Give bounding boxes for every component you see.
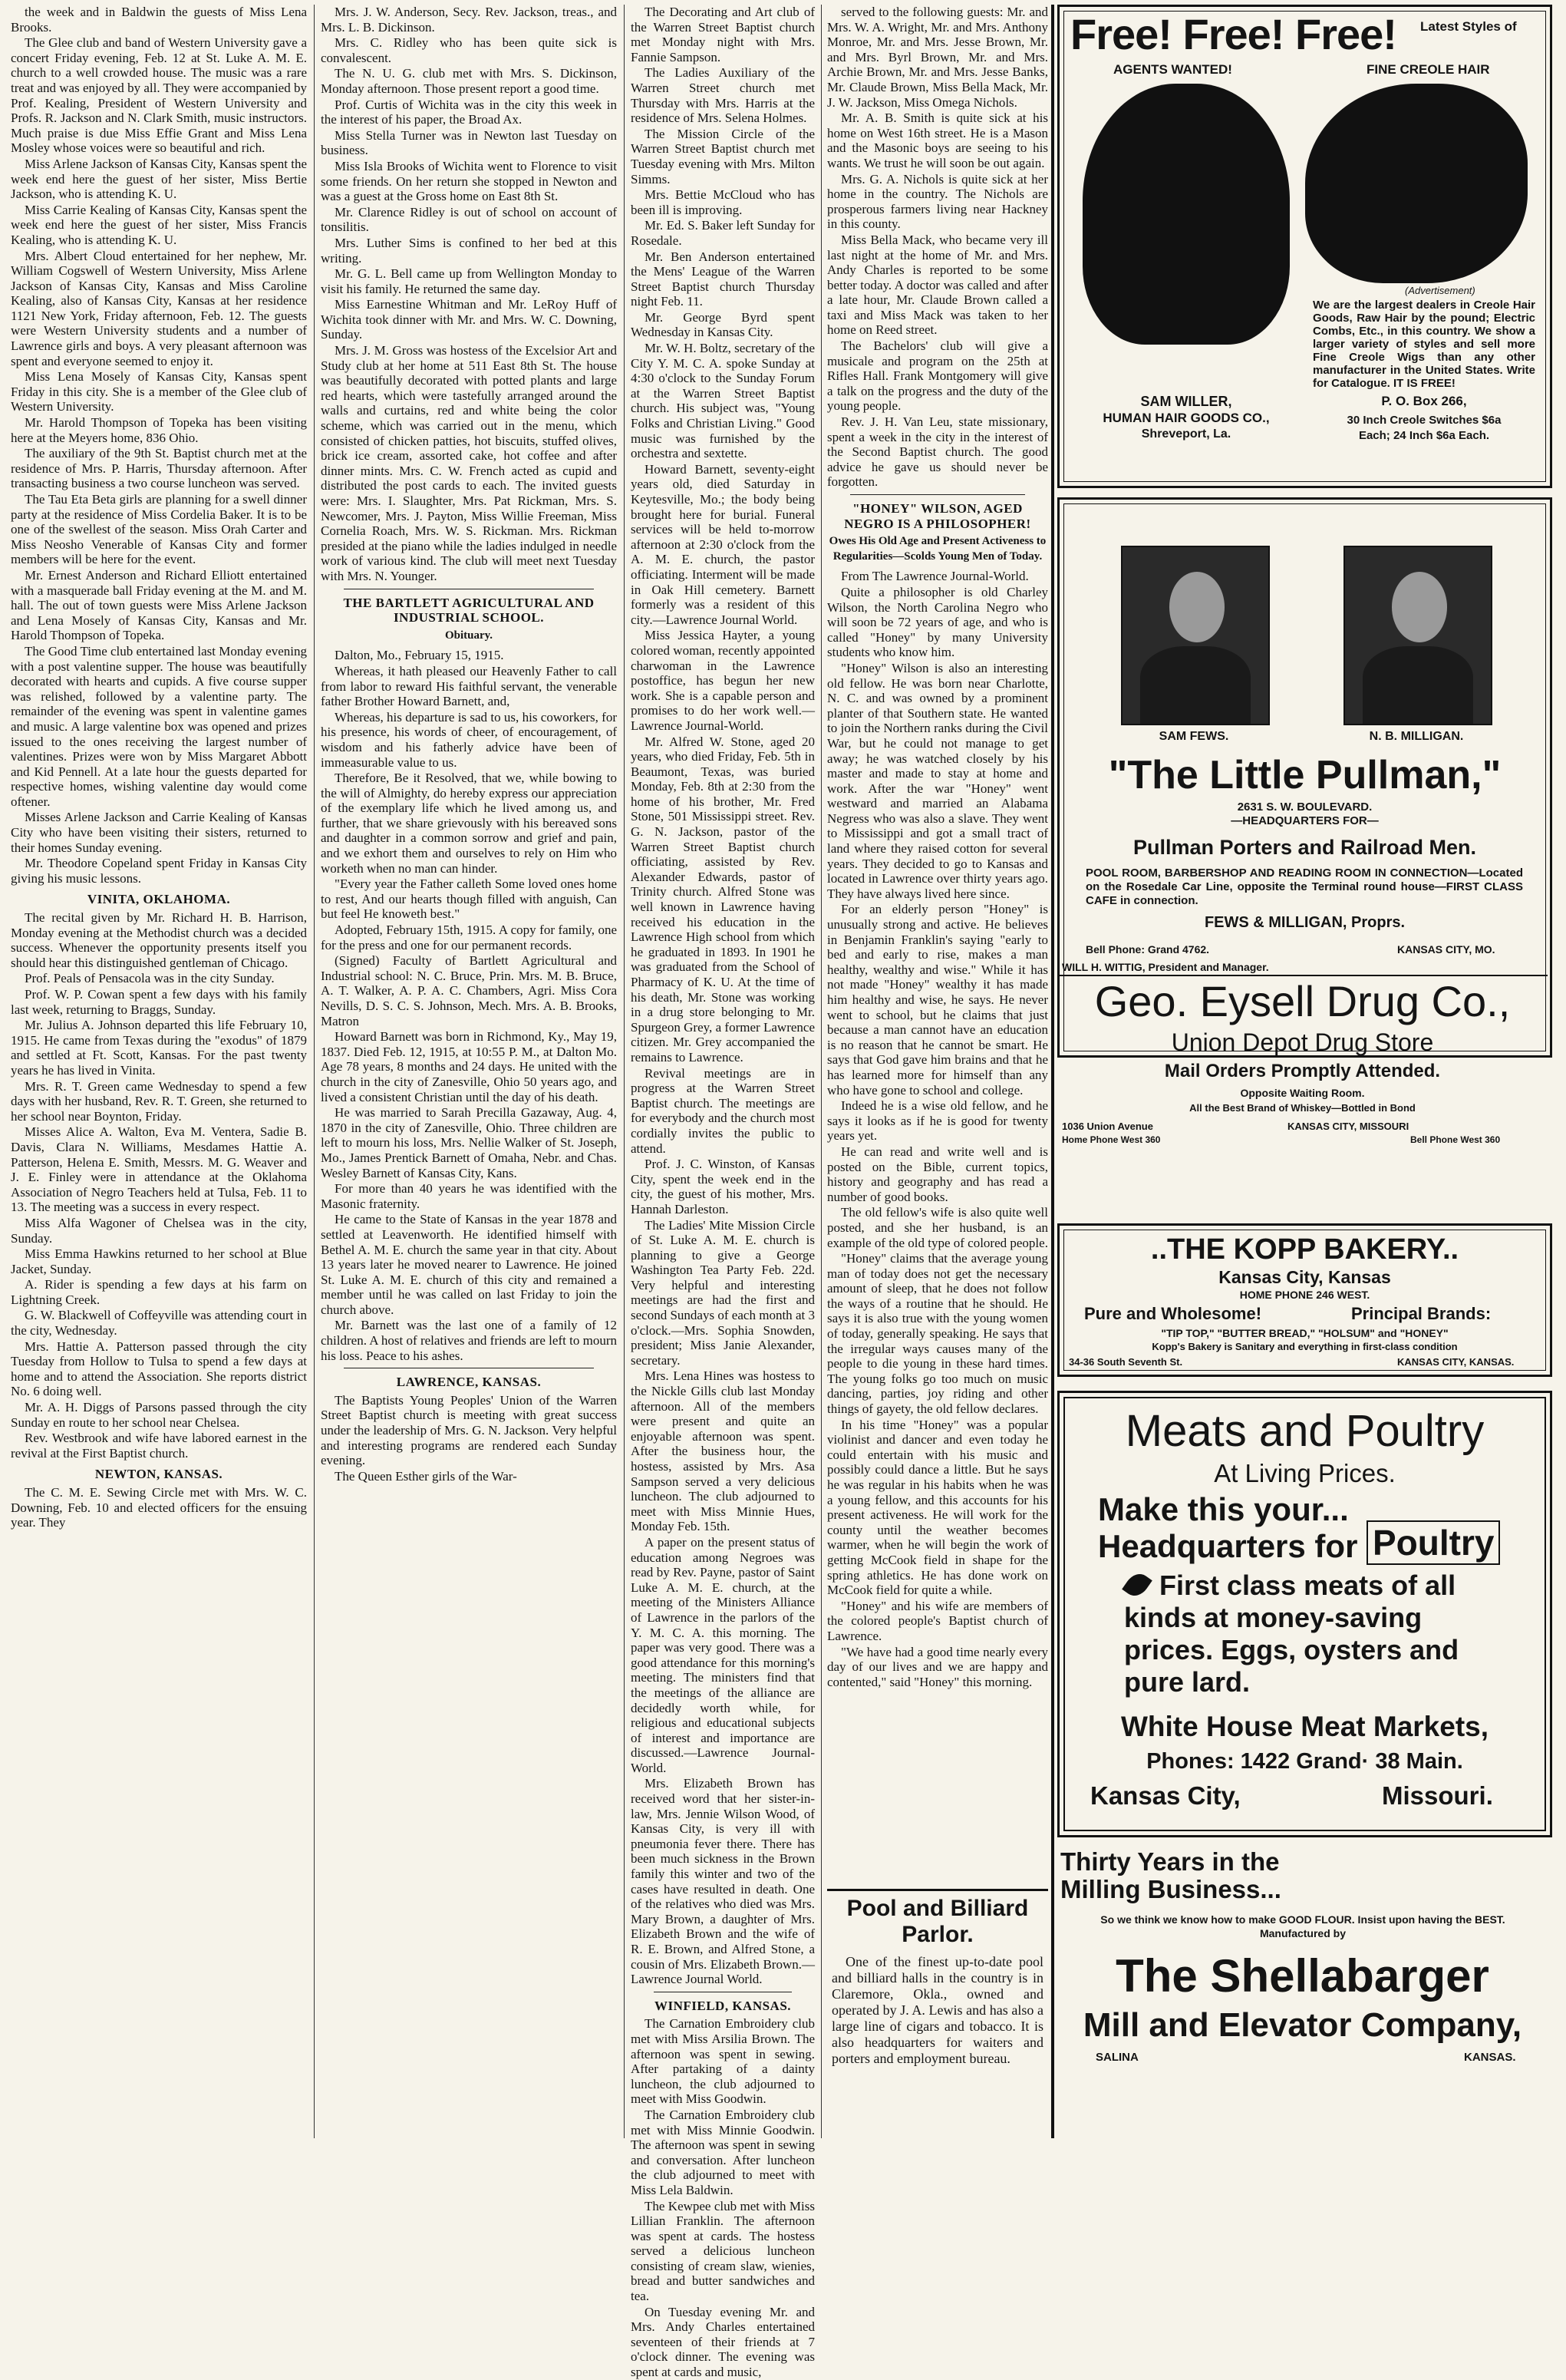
- sam-willer-name: SAM WILLER,: [1140, 394, 1232, 409]
- article-paragraph: Mr. Alfred W. Stone, aged 20 years, who died Friday, Feb. 5th in Beaumont, Texas, was buried Monday, Feb. 8th at 2:30 from the home of his brother, Mr. Fred Stone, 501 Mississippi street. Rev. G. N. Jackson, pastor of the Warren Street Baptist church officiating, assisted by Rev. Alexander Edwards, pastor of Trinity church. Alfred Stone was well known in Lawrence having received his education in the Lawrence High school from which he graduated in 1893. In 1901 he was graduated from the School of Pharmacy of K. U. At the time of his death, Mr. Stone was working in a drug store belonging to Mr. Spurgeon Grey, a former Lawrence citizen. Mr. Grey accompanied the remains to Lawrence.: [631, 734, 815, 1065]
- article-paragraph: He came to the State of Kansas in the year 1878 and settled at Leavenworth. He identified himself with Bethel A. M. E. church the same year in that city. About 13 years later he moved nearer to Lawrence. He joined St. Luke A. M. E. church of this city and remained a member until he was called on last Friday to join the church above.: [321, 1212, 617, 1317]
- heading-lawrence: LAWRENCE, KANSAS.: [396, 1375, 542, 1390]
- article-paragraph: "Every year the Father calleth Some loved ones home to rest, And our hearts though filled with anguish, Can but feel He knoweth best.": [321, 876, 617, 922]
- meats-make: Make this your...: [1098, 1491, 1349, 1527]
- article-paragraph: The Decorating and Art club of the Warren Street Baptist church met Monday night with Mrs. Fannie Sampson.: [631, 5, 815, 64]
- article-paragraph: G. W. Blackwell of Coffeyville was attending court in the city, Wednesday.: [11, 1308, 307, 1339]
- article-paragraph: Mr. Ed. S. Baker left Sunday for Rosedale.: [631, 218, 815, 248]
- heading-newton: NEWTON, KANSAS.: [94, 1467, 223, 1482]
- column-1: [11, 5, 307, 2138]
- ad-column-rule: [1051, 5, 1054, 2138]
- eysell-home-phone: Home Phone West 360: [1062, 1134, 1161, 1145]
- article-paragraph: Mr. Barnett was the last one of a family of 12 children. A host of relatives and friends are left to mourn his loss. Peace to his ashes.: [321, 1318, 617, 1363]
- article-paragraph: Rev. J. H. Van Leu, state missionary, spent a week in the city in the interest of the Second Baptist church. The good advice he gave us should never be forgotten.: [827, 414, 1048, 490]
- free-headline: Free! Free! Free!: [1070, 10, 1396, 58]
- shell-head-2: Milling Business...: [1060, 1875, 1281, 1903]
- kopp-pure: Pure and Wholesome!: [1084, 1304, 1262, 1323]
- article-paragraph: The Ladies' Mite Mission Circle of St. Luke A. M. E. church is planning to give a George Washington Tea Party Feb. 22d. Very helpful and interesting meetings are had the first and second Sundays of each month at 3 o'clock.—Mrs. Sophia Snowden, president; Miss Janie Alexander, secretary.: [631, 1217, 815, 1368]
- article-paragraph: The Bachelors' club will give a musicale and program on the 25th at Rifles Hall. Frank Montgomery will give a talk on the progress and the duty of the young people.: [827, 338, 1048, 414]
- article-paragraph: The Baptists Young Peoples' Union of the Warren Street Baptist church is meeting with great success under the leadership of Mrs. G. N. Jackson. Very helpful and interesting programs are rendered each Sunday evening.: [321, 1392, 617, 1468]
- article-paragraph: Mr. Julius A. Johnson departed this life February 10, 1915. He came from Texas during the "exodus" of 1879 and settled at Ft. Scott, Kansas. For the past twenty years he has lived in Vinita.: [11, 1018, 307, 1078]
- article-paragraph: Miss Emma Hawkins returned to her school at Blue Jacket, Sunday.: [11, 1246, 307, 1276]
- article-paragraph: A. Rider is spending a few days at his farm on Lightning Creek.: [11, 1277, 307, 1307]
- meats-line-2: kinds at money-saving: [1124, 1602, 1423, 1633]
- kopp-brands-label: Principal Brands:: [1351, 1304, 1492, 1323]
- meats-line-4: pure lard.: [1124, 1666, 1251, 1698]
- article-paragraph: The recital given by Mr. Richard H. B. Harrison, Monday evening at the Methodist church was a decided success. Whenever the opportunity presents itself you should hear this distinguished gentleman of Chicago.: [11, 910, 307, 970]
- heading-honey-wilson: "HONEY" WILSON, AGED NEGRO IS A PHILOSOPHER!: [844, 501, 1031, 531]
- article-paragraph: (Signed) Faculty of Bartlett Agricultural and Industrial school: N. C. Bruce, Prin. Mrs. M. B. Bruce, A. T. Walker, A. P. A. C. Chambers, Agri. Miss Cora Nevills, D. S. C. S. Johnson, Mech. Mrs. A. B. Brooks, Matron: [321, 953, 617, 1028]
- wig-illustration-right: [1305, 84, 1528, 283]
- eysell-mail: Mail Orders Promptly Attended.: [1164, 1061, 1441, 1081]
- article-paragraph: On Tuesday evening Mr. and Mrs. Andy Charles entertained seventeen of their friends at 7 o'clock dinner. The evening was spent at cards and music,: [631, 2304, 815, 2380]
- column-rule: [624, 5, 625, 2138]
- shell-salina: SALINA: [1096, 2051, 1139, 2064]
- shellabarger-ad: [1057, 1844, 1552, 2138]
- sam-willer-ad: [1057, 5, 1552, 488]
- article-paragraph: Miss Arlene Jackson of Kansas City, Kansas spent the week end here the guest of her sister, Miss Bertie Jackson, who is attending K. U.: [11, 156, 307, 202]
- willer-box: P. O. Box 266,: [1381, 394, 1467, 408]
- article-paragraph: Miss Carrie Kealing of Kansas City, Kansas spent the week end here the guest of her sister, Miss Francis Kealing, who is attending K. U.: [11, 202, 307, 247]
- newspaper-page: [11, 5, 1555, 2380]
- switch-price-1: 30 Inch Creole Switches $6a: [1347, 414, 1502, 427]
- eysell-city: KANSAS CITY, MISSOURI: [1287, 1121, 1409, 1132]
- article-paragraph: "Honey" and his wife are members of the colored people's Baptist church of Lawrence.: [827, 1598, 1048, 1643]
- article-paragraph: A paper on the present status of education among Negroes was read by Rev. Payne, pastor of Saint Luke A. M. E. church, at the meeting of the Ministers Alliance of Lawrence in the parlors of the Y. M. C. A. this morning. The paper was very good. There was a good attendance for this morning's meeting. The ministers find that the meetings of the alliance are decidedly worth while, for religious and educational subjects of interest and importance are discussed.—Lawrence Journal-World.: [631, 1534, 815, 1775]
- eysell-title: Geo. Eysell Drug Co.,: [1094, 977, 1511, 1025]
- article-paragraph: Miss Isla Brooks of Wichita went to Florence to visit some friends. On her return she stopped in Newton and was a guest at the Gross home on East 8th St.: [321, 158, 617, 204]
- article-paragraph: The old fellow's wife is also quite well posted, and she her husband, is an example of the old type of colored people.: [827, 1205, 1048, 1250]
- article-paragraph: Miss Stella Turner was in Newton last Tuesday on business.: [321, 127, 617, 158]
- ad-caption: (Advertisement): [1405, 285, 1475, 296]
- article-paragraph: served to the following guests: Mr. and Mrs. W. A. Wright, Mr. and Mrs. Anthony Monroe, Mr. and Mrs. Jesse Brown, Mr. and Mrs. Byrl Brown, Mr. and Mrs. Archie Brown, Mr. and Mrs. Jesse Banks, Mr. Claude Brown, Miss Bella Mack, Mr. J. W. Jackson, Miss Omega Nichols.: [827, 5, 1048, 110]
- meats-line-3: prices. Eggs, oysters and: [1124, 1634, 1459, 1665]
- article-paragraph: Whereas, it hath pleased our Heavenly Father to call from labor to reward His faithful servant, the venerable father Brother Howard Barnett, and,: [321, 663, 617, 709]
- article-paragraph: Prof. J. C. Winston, of Kansas City, spent the week end in the city, the guest of his mother, Mrs. Hannah Darleston.: [631, 1157, 815, 1216]
- article-paragraph: The Glee club and band of Western University gave a concert Friday evening, Feb. 12 at St. Luke A. M. E. church to a well crowded house. The music was a rare treat and was enjoyed by all. They were accompanied by Prof. Kealing, President of Western University and Profs. R. Jackson and N. Clark Smith, music instructors. Much praise is due Miss Effie Grant and Miss Lena Mosley whose voices were so beautiful and rich.: [11, 35, 307, 156]
- article-paragraph: Mr. A. B. Smith is quite sick at his home on West 16th street. He is a Mason and the Masonic boys are seeing to his wants. We trust he will soon be out again.: [827, 111, 1048, 170]
- article-paragraph: Miss Lena Mosely of Kansas City, Kansas spent Friday in this city. She is a member of the Glee club of Western University.: [11, 369, 307, 414]
- meats-headquarters: Headquarters for: [1098, 1528, 1358, 1564]
- article-paragraph: Mrs. J. M. Gross was hostess of the Excelsior Art and Study club at her home at 511 East 8th St. The house was beautifully decorated with potted plants and large red hearts, which were tastefully arranged around the walls and curtains, red and white being the color scheme, which was carried out in the menu, which consisted of chicken patties, hot biscuits, stuffed olives, brick ice cream, assorted cake, hot coffee and after dinner mints. Mrs. C. W. French acted as cupid and distributed the post cards to each. The invited guests were: Mrs. I. Slaughter, Mrs. Pat Rickman, Mrs. S. Newcomer, Mrs. J. Payton, Miss Willie Freeman, Miss Cornelia Roach, Mrs. W. S. Rickman. Mrs. Rickman presided at the piano while the ladies indulged in needle work of various kind. The club will meet next Tuesday with Mrs. N. Younger.: [321, 343, 617, 583]
- eysell-drug-ad: [1057, 956, 1552, 1216]
- eysell-whiskey: All the Best Brand of Whiskey—Bottled in Bond: [1189, 1102, 1416, 1114]
- pullman-proprietors: FEWS & MILLIGAN, Proprs.: [1204, 914, 1406, 931]
- willer-body: We are the largest dealers in Creole Hair Goods, Raw Hair by the pound; Electric Combs, Etc., in this country. We show a larger variety of styles and sell more Fine Creole Wigs than any other manufacturer in the United States. Write for Catalogue. IT IS FREE!: [1313, 299, 1535, 390]
- photo-caption-fews: SAM FEWS.: [1159, 730, 1229, 743]
- article-paragraph: Mrs. R. T. Green came Wednesday to spend a few days with her husband, Rev. R. T. Green, she returned to her school near Boynton, Friday.: [11, 1078, 307, 1124]
- article-paragraph: Mr. A. H. Diggs of Parsons passed through the city Sunday en route to her school near Chelsea.: [11, 1400, 307, 1430]
- meats-sub: At Living Prices.: [1214, 1459, 1396, 1487]
- column-4: [827, 5, 1048, 1883]
- article-paragraph: Prof. Curtis of Wichita was in the city this week in the interest of his paper, the Broad Ax.: [321, 97, 617, 127]
- article-paragraph: For an elderly person "Honey" is unusually strong and active. He believes in Benjamin Franklin's saying "early to bed and early to rise, makes a man healthy, wealthy and wise." While it has not made "Honey" wealthy it has made him healthy and wise, he says. He never went to school, but he claims that just because a man cannot have an education is no reason that he cannot be smart. He says that God gave him brains and that he has learned more for himself than any who have gone to school and college.: [827, 902, 1048, 1098]
- sam-fews-photo: [1121, 546, 1270, 725]
- switch-price-2: Each; 24 Inch $6a Each.: [1358, 429, 1490, 442]
- article-paragraph: The Tau Eta Beta girls are planning for a swell dinner party at the residence of Miss Cordelia Baker. It is to be one of the swellest of the season. Miss Orah Carter and Miss Neosho Venerable of Kansas City and former members will be here for the event.: [11, 492, 307, 567]
- article-paragraph: Mrs. Albert Cloud entertained for her nephew, Mr. William Cogswell of Western University, Miss Arlene Jackson of Kansas City, Kansas and Miss Caroline Kealing, also of Kansas City, Kansas at her residence 1121 New York, Friday afternoon, Feb. 12. The guests were Western University students and a number of Lawrence girls and boys. A very pleasant afternoon was spent and everyone seemed to enjoy it.: [11, 248, 307, 368]
- article-paragraph: Prof. Peals of Pensacola was in the city Sunday.: [25, 971, 275, 986]
- article-paragraph: Adopted, February 15th, 1915. A copy for family, one for the press and one for our permanent records.: [321, 923, 617, 952]
- willer-city: Shreveport, La.: [1141, 427, 1231, 441]
- article-paragraph: Quite a philosopher is old Charley Wilson, the North Carolina Negro who will soon be 72 years of age, and who is called "Honey" by many University students who know him.: [827, 584, 1048, 660]
- article-paragraph: The Kewpee club met with Miss Lillian Franklin. The afternoon was spent at cards. The hostess served a delicious luncheon consisting of cream slaw, wienies, bread and butter sandwiches and tea.: [631, 2198, 815, 2304]
- article-paragraph: "Honey" claims that the average young man of today does not get the necessary amount of sleep, that he does not follow the ways of a routine that he should. He says it is also true with the young women of today, generally speaking. He says that the irregular ways causes many of the people to die young in these hard times. The young folks go too much on music dancing, parties, joy riding and other things of gayety, the old fellow declares.: [827, 1251, 1048, 1417]
- article-paragraph: Misses Alice A. Walton, Eva M. Ventera, Sadie B. Davis, Clara N. Williams, Mesdames Hattie A. Patterson, Helena E. Smith, Messrs. M. G. Weaver and J. E. Finley were in attendance at the Oklahoma Association of Negro Teachers held at Tulsa, Feb. 11 to 13. The meeting was a success in every respect.: [11, 1124, 307, 1215]
- heading-winfield: WINFIELD, KANSAS.: [654, 1998, 792, 2013]
- creole-hair-label: FINE CREOLE HAIR: [1367, 62, 1490, 77]
- article-paragraph: He was married to Sarah Precilla Gazaway, Aug. 4, 1870 in the city of Zanesville, Ohio. Three children are left to mourn his loss, Mrs. Nellie Walker of St. Joseph, Mo., James Prentick Barnett of Omaha, Nebr. and Chas. Wesley Barnett of Kansas City, Kans.: [321, 1105, 617, 1180]
- article-paragraph: The C. M. E. Sewing Circle met with Mrs. W. C. Downing, Feb. 10 and elected officers for the ensuing year. They: [11, 1485, 307, 1530]
- shell-line: So we think we know how to make GOOD FLOUR. Insist upon having the BEST. Manufactured by: [1100, 1913, 1505, 1939]
- eysell-bell-phone: Bell Phone West 360: [1410, 1134, 1501, 1145]
- meats-poultry-box: Poultry: [1367, 1520, 1500, 1565]
- shell-head-1: Thirty Years in the: [1060, 1847, 1280, 1876]
- meats-market-name: White House Meat Markets,: [1120, 1711, 1489, 1742]
- shell-kansas: KANSAS.: [1464, 2051, 1516, 2064]
- little-pullman-title: "The Little Pullman,": [1108, 753, 1502, 797]
- column-rule: [314, 5, 315, 2138]
- article-paragraph: Mr. Ernest Anderson and Richard Elliott entertained with a masquerade ball Friday evening at the M. and M. hall. The out of town guests were Miss Arlene Jackson and Lena Mosely of Kansas City, Kansas and Mr. Harold Thompson of Topeka.: [11, 567, 307, 643]
- article-paragraph: Howard Barnett, seventy-eight years old, died Saturday in Keytesville, Mo.; the body being brought here for burial. Funeral services will be held to-morrow afternoon at 2:30 o'clock from the A. M. E. church, the pastor officiating. Interment will be made in Oak Hill cemetery. Barnett formerly was a resident of this city.—Lawrence Journal World.: [631, 461, 815, 627]
- article-paragraph: From The Lawrence Journal-World.: [841, 569, 1029, 584]
- article-paragraph: Mrs. Elizabeth Brown has received word that her sister-in-law, Mrs. Jennie Wilson Wood, of Kansas City, is very ill with pneumonia fever there. There has been much sickness in the Brown family this winter and two of the cases have resulted in death. One of the relatives who died was Mrs. Mary Brown, a daughter of Mrs. Elizabeth Brown and the wife of R. E. Brown, and Alfred Stone, a cousin of Mrs. Elizabeth Brown.—Lawrence Journal World.: [631, 1776, 815, 1987]
- kopp-address: 34-36 South Seventh St.: [1069, 1356, 1183, 1368]
- photo-caption-milligan: N. B. MILLIGAN.: [1369, 730, 1464, 743]
- willer-company: HUMAN HAIR GOODS CO.,: [1103, 411, 1270, 425]
- article-paragraph: Revival meetings are in progress at the Warren Street Baptist church. The meetings are for everybody and the church most cordially invites the public to attend.: [631, 1065, 815, 1156]
- shell-name-2: Mill and Elevator Company,: [1083, 2006, 1522, 2044]
- pullman-desc: POOL ROOM, BARBERSHOP AND READING ROOM IN CONNECTION—Located on the Rosedale Car Line, opposite the Terminal round house—FIRST CLASS CAFE in connection.: [1086, 867, 1523, 907]
- kopp-phone: HOME PHONE 246 WEST.: [1239, 1289, 1370, 1301]
- article-paragraph: For more than 40 years he was identified with the Masonic fraternity.: [321, 1181, 617, 1211]
- pool-billiard-ad: [827, 1889, 1048, 2137]
- eysell-sub: Union Depot Drug Store: [1171, 1028, 1434, 1056]
- column-2: [321, 5, 617, 2138]
- meats-line-1: First class meats of all: [1159, 1570, 1456, 1601]
- article-paragraph: The Carnation Embroidery club met with Miss Arsilia Brown. The afternoon was spent in sewing. After partaking of a dainty luncheon, the club adjourned to meet with Miss Goodwin.: [631, 2016, 815, 2107]
- meats-missouri: Missouri.: [1382, 1781, 1493, 1810]
- kopp-sanitary: Kopp's Bakery is Sanitary and everything in first-class condition: [1152, 1341, 1458, 1352]
- article-paragraph: Misses Arlene Jackson and Carrie Kealing of Kansas City who have been visiting their sisters, returned to their homes Sunday evening.: [11, 810, 307, 855]
- article-paragraph: Miss Earnestine Whitman and Mr. LeRoy Huff of Wichita took dinner with Mr. and Mrs. W. C. Downing, Sunday.: [321, 297, 617, 342]
- article-paragraph: Rev. Westbrook and wife have labored earnest in the revival at the First Baptist church.: [11, 1431, 307, 1461]
- article-paragraph: The auxiliary of the 9th St. Baptist church met at the residence of Mrs. P. Harris, Thursday afternoon. After transacting business a two course luncheon was served.: [11, 446, 307, 491]
- article-paragraph: Mrs. J. W. Anderson, Secy. Rev. Jackson, treas., and Mrs. L. B. Dickinson.: [321, 5, 617, 35]
- article-paragraph: Mrs. C. Ridley who has been quite sick is convalescent.: [321, 35, 617, 65]
- pullman-hq: —HEADQUARTERS FOR—: [1231, 814, 1379, 827]
- article-paragraph: the week and in Baldwin the guests of Miss Lena Brooks.: [11, 5, 307, 35]
- article-paragraph: Therefore, Be it Resolved, that we, while bowing to the will of Almighty, do hereby express our appreciation of the exemplary life which he lived among us, and further, that we share grievously with his bereaved sons and daughter in a common sorrow and grief and pain, and we exhort them and ourselves to rely on Him who worketh when no man can hinder.: [321, 771, 617, 876]
- article-paragraph: The Good Time club entertained last Monday evening with a post valentine supper. The house was beautifully decorated with hearts and cupids. A five course supper was relished, followed by a valentine party. The remainder of the evening was spent in valentine games and music. A large valentine box was opened and prizes issued to the ones receiving the largest number of valentines. Prizes were won by Miss Margaret Abbott and Kid Pennell. At a late hour the guests departed for respective homes, wishing valentine day would come oftener.: [11, 643, 307, 809]
- article-paragraph: Miss Bella Mack, who became very ill last night at the home of Mr. and Mrs. Andy Charles is reported to be some better today. A doctor was called and after a late hour, Mr. Claude Brown called a taxi and Miss Mack was taken to her home on Reed street.: [827, 232, 1048, 338]
- meats-title: Meats and Poultry: [1125, 1406, 1485, 1456]
- kopp-brands: "TIP TOP," "BUTTER BREAD," "HOLSUM" and "HONEY": [1161, 1327, 1449, 1339]
- column-3-body: [631, 5, 815, 2380]
- article-paragraph: Mr. George Byrd spent Wednesday in Kansas City.: [631, 309, 815, 340]
- article-paragraph: The Queen Esther girls of the War-: [335, 1468, 517, 1484]
- pullman-city: KANSAS CITY, MO.: [1397, 943, 1495, 956]
- article-paragraph: He can read and write well and is posted on the Bible, current topics, history and geography and has read a number of good books.: [827, 1144, 1048, 1204]
- eysell-address: 1036 Union Avenue: [1062, 1121, 1153, 1132]
- subheading-honey-wilson: Owes His Old Age and Present Activeness to Regularities—Scolds Young Men of Today.: [829, 535, 1047, 563]
- meats-kansas-city: Kansas City,: [1090, 1781, 1241, 1810]
- heading-vinita: VINITA, OKLAHOMA.: [87, 892, 231, 907]
- article-paragraph: The N. U. G. club met with Mrs. S. Dickinson, Monday afternoon. Those present report a good time.: [321, 66, 617, 96]
- pullman-phone: Bell Phone: Grand 4762.: [1086, 943, 1210, 956]
- article-paragraph: Miss Alfa Wagoner of Chelsea was in the city, Sunday.: [11, 1215, 307, 1246]
- meats-phones: Phones: 1422 Grand· 38 Main.: [1146, 1749, 1463, 1774]
- meats-poultry-ad: [1057, 1391, 1552, 1837]
- article-paragraph: In his time "Honey" was a popular violinist and dancer and even today he could entertain with his music and possibly could dance a little. But he says he was regular in his habits when he was a young fellow, and this accounts for his present activeness. He will work for the county until the weather becomes warmer, when he will begin the work of getting McCook field in shape for the spring athletics. He has done work on McCook field for quite a while.: [827, 1417, 1048, 1598]
- pullman-address: 2631 S. W. BOULEVARD.: [1237, 800, 1373, 814]
- article-paragraph: Mrs. Lena Hines was hostess to the Nickle Gills club last Monday afternoon. All of the members were present and quite an enjoyable afternoon was spent. After the business hour, the hostess, assisted by Mrs. Asa Sampson served a very delicious luncheon. The club adjourned to meet with Miss Minnie Hues, Monday Feb. 15th.: [631, 1368, 815, 1534]
- article-paragraph: Howard Barnett was born in Richmond, Ky., May 19, 1837. Died Feb. 12, 1915, at 10:55 P. M., at Dalton Mo. Age 78 years, 8 months and 24 days. He united with the church in the city of Zanesville, Ohio 50 years ago, and lived a consistent Christian until the day of his death.: [321, 1029, 617, 1104]
- kopp-city: Kansas City, Kansas: [1218, 1267, 1391, 1287]
- article-paragraph: The Carnation Embroidery club met with Miss Minnie Goodwin. The afternoon was spent in sewing and conversation. After luncheon the club adjourned to meet with Miss Lela Baldwin.: [631, 2107, 815, 2197]
- article-paragraph: Miss Jessica Hayter, a young colored woman, recently appointed charwoman in the Lawrence postoffice, has begun her new work. She is a capable person and promises to do her work well.—Lawrence Journal-World.: [631, 628, 815, 733]
- article-paragraph: Indeed he is a wise old fellow, and he says it looks as if he is good for twenty years yet.: [827, 1098, 1048, 1144]
- milligan-photo: [1343, 546, 1492, 725]
- kopp-title: ..THE KOPP BAKERY..: [1150, 1233, 1459, 1266]
- subheading-obituary: Obituary.: [444, 629, 493, 642]
- article-paragraph: Prof. W. P. Cowan spent a few days with his family last week, returning to Braggs, Sunday.: [11, 987, 307, 1017]
- kopp-city2: KANSAS CITY, KANSAS.: [1397, 1356, 1515, 1368]
- article-paragraph: Whereas, his departure is sad to us, his coworkers, for his presence, his words of cheer, of encouragement, of wisdom and his fatherly advice have been of immeasurable value to us.: [321, 709, 617, 770]
- article-paragraph: Mrs. Hattie A. Patterson passed through the city Tuesday from Hollow to Tulsa to spend a few days at home and to attend the Association. She reports district No. 6 doing well.: [11, 1339, 307, 1399]
- article-paragraph: Mr. Harold Thompson of Topeka has been visiting here at the Meyers home, 836 Ohio.: [11, 415, 307, 445]
- article-paragraph: Mrs. Luther Sims is confined to her bed at this writing.: [321, 235, 617, 266]
- wig-illustration-left: [1083, 84, 1290, 345]
- eysell-manager: WILL H. WITTIG, President and Manager.: [1062, 961, 1269, 973]
- eysell-opposite: Opposite Waiting Room.: [1240, 1087, 1365, 1099]
- article-paragraph: Mrs. G. A. Nichols is quite sick at her home in the country. The Nichols are prosperous farmers living near Hackney in this county.: [827, 171, 1048, 232]
- column-rule: [821, 5, 822, 2138]
- article-paragraph: Mr. Theodore Copeland spent Friday in Kansas City giving his music lessons.: [11, 856, 307, 886]
- shell-name-1: The Shellabarger: [1116, 1950, 1489, 2002]
- heading-bartlett: THE BARTLETT AGRICULTURAL AND INDUSTRIAL SCHOOL.: [343, 595, 595, 626]
- pool-billiard-text: One of the finest up-to-date pool and billiard halls in the country is in Claremore, Okla., owned and operated by J. A. Lewis and has also a large line of cigars and tobacco. It is also headquarters for waiters and porters and employment bureau.: [832, 1954, 1043, 2066]
- pool-billiard-title: Pool and Billiard Parlor.: [846, 1896, 1029, 1947]
- article-paragraph: Mrs. Bettie McCloud who has been ill is improving.: [631, 187, 815, 217]
- article-paragraph: The Ladies Auxiliary of the Warren Street church met Thursday with Mrs. Harris at the residence of Mrs. Selena Holmes.: [631, 65, 815, 126]
- article-paragraph: Mr. Clarence Ridley is out of school on account of tonsilitis.: [321, 204, 617, 235]
- pullman-sub: Pullman Porters and Railroad Men.: [1132, 836, 1477, 859]
- section-divider: [850, 494, 1025, 495]
- latest-styles-tag: Latest Styles of: [1420, 19, 1517, 34]
- kopp-bakery-ad: [1057, 1223, 1552, 1377]
- article-paragraph: "We have had a good time nearly every day of our lives and we are happy and contented," said "Honey" this morning.: [827, 1644, 1048, 1689]
- article-paragraph: The Mission Circle of the Warren Street Baptist church met Tuesday evening with Mrs. Milton Simms.: [631, 126, 815, 187]
- article-paragraph: "Honey" Wilson is also an interesting old fellow. He was born near Charlotte, N. C. and was owned by a prominent planter of that Southern state. He wanted to join the Northern ranks during the Civil War, but he could not manage to get away; he was watched closely by his master and made to stay at home and work. After the war "Honey" went westward and married an Alabama Negress who was also a slave. They went to Mississippi and got a small tract of land where they raised cotton for several years. They decided to go to Kansas and located in Lawrence over thirty years ago. They have always lived here since.: [827, 660, 1048, 901]
- article-paragraph: Mr. G. L. Bell came up from Wellington Monday to visit his family. He returned the same day.: [321, 266, 617, 296]
- article-paragraph: Mr. W. H. Boltz, secretary of the City Y. M. C. A. spoke Sunday at 4:30 o'clock to the Sunday Forum at the Warren Street Baptist church. His subject was, "Young Folks and Christian Living." Good music was furnished by the orchestra and sextette.: [631, 341, 815, 461]
- agents-wanted: AGENTS WANTED!: [1113, 62, 1232, 77]
- article-paragraph: Dalton, Mo., February 15, 1915.: [335, 648, 504, 663]
- article-paragraph: Mr. Ben Anderson entertained the Mens' League of the Warren Street Baptist church Thursday night Feb. 11.: [631, 249, 815, 309]
